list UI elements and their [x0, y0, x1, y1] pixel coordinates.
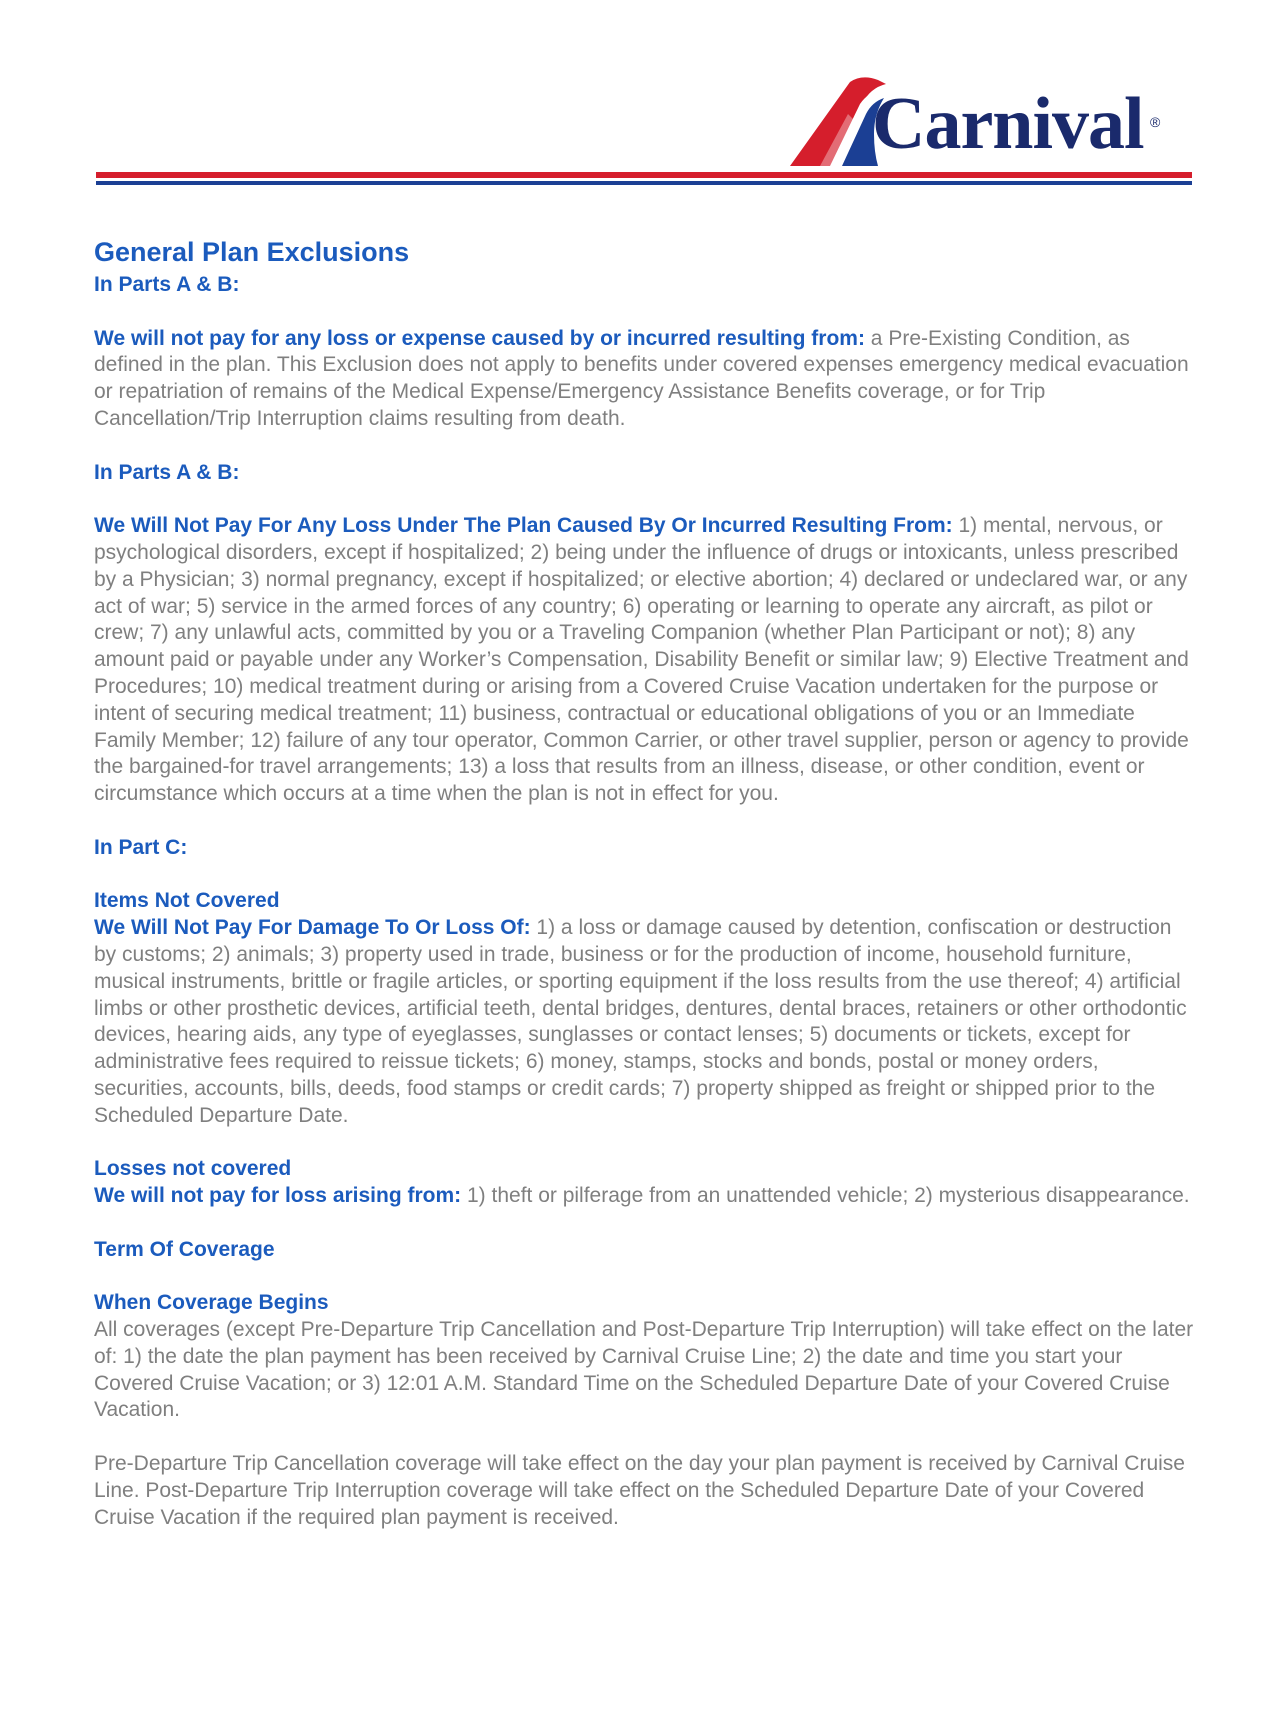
spacer — [94, 1263, 1194, 1290]
exclusion-lead: We Will Not Pay For Damage To Or Loss Of: — [94, 916, 531, 940]
exclusion-lead: We will not pay for any loss or expense caused by or incurred resulting from: — [94, 326, 865, 350]
coverage-effect-paragraph: Pre-Departure Trip Cancellation coverage will take effect on the day your plan payment is received by Carnival Cruise Line. Post-Departure Trip Interruption coverage will take effect on the Scheduled Departure Date of your Covered Cruise Vacation if the required plan payment is received. — [94, 1452, 1185, 1529]
exclusion-text: a Pre-Existing Condition, as defined in the plan. This Exclusion does not apply to benefits under covered expenses emergency medical evacuation or repatriation of remains of the Medical Expense/Emergency Assistance Benefits coverage, or for Trip Cancellation/Trip Interruption claims resulting from death. — [94, 326, 1189, 430]
exclusion-lead: We will not pay for loss arising from: — [94, 1184, 462, 1208]
header-rule-red — [96, 172, 1192, 178]
registered-mark: ® — [1150, 114, 1161, 130]
carnival-logo — [790, 74, 1170, 166]
exclusion-list-paragraph — [94, 513, 1194, 808]
spacer — [94, 299, 1194, 326]
document-body — [94, 232, 1194, 1531]
section-heading-term-of-coverage: Term Of Coverage — [94, 1237, 275, 1261]
section-heading-part-c: In Part C: — [94, 835, 188, 859]
subheading-when-coverage-begins: When Coverage Begins — [94, 1291, 329, 1315]
spacer — [94, 486, 1194, 513]
exclusion-preexisting-paragraph — [94, 326, 1194, 433]
spacer — [94, 808, 1194, 835]
spacer — [94, 1210, 1194, 1237]
spacer — [94, 1130, 1194, 1157]
subheading-items-not-covered: Items Not Covered — [94, 889, 280, 913]
header-rule-blue — [96, 181, 1192, 185]
page-title: General Plan Exclusions — [94, 237, 410, 267]
exclusion-text: 1) mental, nervous, or psychological disorders, except if hospitalized; 2) being under the influence of drugs or intoxicants, unless prescribed by a Physician; 3) normal pregnancy, except if hospitalized; or elective abortion; 4) declared or undeclared war, or any act of war; 5) service in the armed forces of any country; 6) operating or learning to operate any aircraft, as pilot or crew; 7) any unlawful acts, committed by you or a Traveling Companion (whether Plan Participant or not); 8) any amount paid or payable under any Worker’s Compensation, Disability Benefit or similar law; 9) Elective Treatment and Procedures; 10) medical treatment during or arising from a Covered Cruise Vacation undertaken for the purpose or intent of securing medical treatment; 11) business, contractual or educational obligations of you or an Immediate Family Member; 12) failure of any tour operator, Common Carrier, or other travel supplier, person or agency to provide the bargained-for travel arrangements; 13) a loss that results from an illness, disease, or other condition, event or circumstance which occurs at a time when the plan is not in effect for you. — [94, 514, 1189, 806]
exclusion-lead: We Will Not Pay For Any Loss Under The Plan Caused By Or Incurred Resulting From: — [94, 514, 953, 538]
exclusion-text: 1) a loss or damage caused by detention, confiscation or destruction by customs; 2) animals; 3) property used in trade, business or for the production of income, household furniture, musical instruments, brittle or fragile articles, or sporting equipment if the loss results from the use thereof; 4) artificial limbs or other prosthetic devices, artificial teeth, dental bridges, dentures, dental braces, retainers or other orthodontic devices, hearing aids, any type of eyeglasses, sunglasses or contact lenses; 5) documents or tickets, except for administrative fees required to reissue tickets; 6) money, stamps, stocks and bonds, postal or money orders, securities, accounts, bills, deeds, food stamps or credit cards; 7) property shipped as freight or shipped prior to the Scheduled Departure Date. — [94, 916, 1187, 1127]
carnival-wordmark: Carnival — [872, 83, 1144, 165]
coverage-begins-paragraph: All coverages (except Pre-Departure Trip Cancellation and Post-Departure Trip Interruption) will take effect on the later of: 1) the date the plan payment has been received by Carnival Cruise Line; 2) the date and time you start your Covered Cruise Vacation; or 3) 12:01 A.M. Standard Time on the Scheduled Departure Date of your Covered Cruise Vacation. — [94, 1318, 1194, 1422]
losses-not-covered-paragraph — [94, 1183, 1194, 1210]
section-heading-parts-ab: In Parts A & B: — [94, 273, 240, 296]
exclusion-text: 1) theft or pilferage from an unattended vehicle; 2) mysterious disappearance. — [461, 1184, 1190, 1208]
section-heading-parts-ab-2: In Parts A & B: — [94, 460, 240, 484]
subheading-losses-not-covered: Losses not covered — [94, 1157, 292, 1181]
spacer — [94, 862, 1194, 889]
spacer — [94, 1424, 1194, 1451]
items-not-covered-paragraph — [94, 915, 1194, 1129]
spacer — [94, 433, 1194, 460]
